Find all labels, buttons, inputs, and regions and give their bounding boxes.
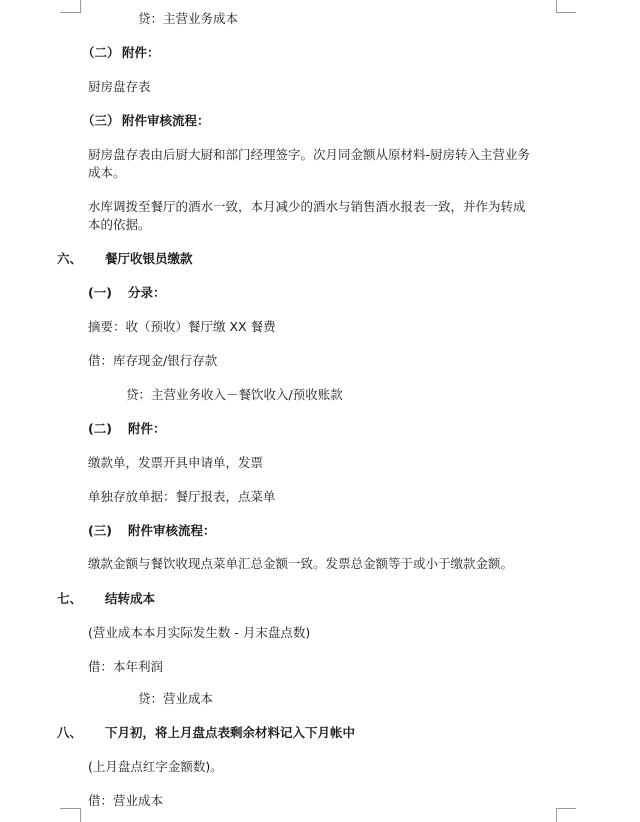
section-title: 结转成本 bbox=[105, 591, 156, 606]
subheading-review-process bbox=[88, 522, 216, 540]
subheading-title: 附件： bbox=[122, 45, 160, 60]
crop-mark-top-right-h bbox=[556, 12, 576, 13]
subheading-number: (一) bbox=[88, 285, 112, 300]
review-paragraph-line-2: 成本。 bbox=[88, 165, 126, 180]
section-number: 七、 bbox=[57, 591, 83, 606]
section-number: 六、 bbox=[57, 251, 83, 266]
review-paragraph: 缴款金额与餐饮收现点菜单汇总金额一致。发票总金额等于或小于缴款金额。 bbox=[88, 556, 514, 571]
attachment-text: 厨房盘存表 bbox=[88, 79, 151, 94]
credit-line: 贷：主营业务收入－餐饮收入/预收账款 bbox=[126, 387, 343, 402]
debit-line: 借：库存现金/银行存款 bbox=[88, 353, 218, 368]
subheading-entry bbox=[88, 284, 166, 302]
crop-mark-bottom-left-v bbox=[80, 808, 81, 822]
crop-mark-bottom-right-h bbox=[556, 808, 576, 809]
review-paragraph-line-1: 厨房盘存表由后厨大厨和部门经理签字。次月同金额从原材料-厨房转入主营业务 bbox=[88, 147, 531, 162]
section-heading-6 bbox=[57, 250, 193, 268]
formula-line: (营业成本本月实际发生数 - 月末盘点数) bbox=[88, 625, 311, 640]
subheading-title: 分录： bbox=[128, 285, 166, 300]
subheading-number: (二) bbox=[88, 421, 112, 436]
section-number: 八、 bbox=[57, 725, 83, 740]
subheading-attachment bbox=[88, 420, 166, 438]
wine-paragraph-line-1: 水库调拨至餐厅的酒水一致，本月减少的酒水与销售酒水报表一致，并作为转成 bbox=[88, 199, 526, 214]
debit-line: 借：营业成本 bbox=[88, 793, 164, 808]
summary-line: 摘要：收（预收）餐厅缴 XX 餐费 bbox=[88, 319, 276, 334]
subheading-number: (三) bbox=[88, 523, 112, 538]
subheading-attachment bbox=[82, 44, 160, 62]
section-heading-8 bbox=[57, 724, 355, 742]
debit-line: 借：本年利润 bbox=[88, 659, 164, 674]
note-line: (上月盘点红字金额数)。 bbox=[88, 759, 223, 774]
subheading-title: 附件审核流程： bbox=[128, 523, 216, 538]
subheading-number: （三） bbox=[82, 113, 120, 128]
section-heading-7 bbox=[57, 590, 155, 608]
section-title: 下月初，将上月盘点表剩余材料记入下月帐中 bbox=[105, 725, 356, 740]
credit-line: 贷：主营业务成本 bbox=[138, 11, 239, 26]
wine-paragraph-line-2: 本的依据。 bbox=[88, 217, 151, 232]
separate-documents-text: 单独存放单据：餐厅报表，点菜单 bbox=[88, 489, 276, 504]
subheading-title: 附件： bbox=[128, 421, 166, 436]
credit-line: 贷：营业成本 bbox=[138, 691, 214, 706]
crop-mark-top-left-h bbox=[60, 12, 80, 13]
attachment-text: 缴款单，发票开具申请单，发票 bbox=[88, 455, 264, 470]
crop-mark-top-left-v bbox=[80, 0, 81, 13]
crop-mark-top-right-v bbox=[556, 0, 557, 13]
crop-mark-bottom-left-h bbox=[60, 808, 80, 809]
subheading-title: 附件审核流程： bbox=[122, 113, 210, 128]
subheading-review-process bbox=[82, 112, 210, 130]
subheading-number: （二） bbox=[82, 45, 120, 60]
crop-mark-bottom-right-v bbox=[556, 808, 557, 822]
section-title: 餐厅收银员缴款 bbox=[105, 251, 193, 266]
